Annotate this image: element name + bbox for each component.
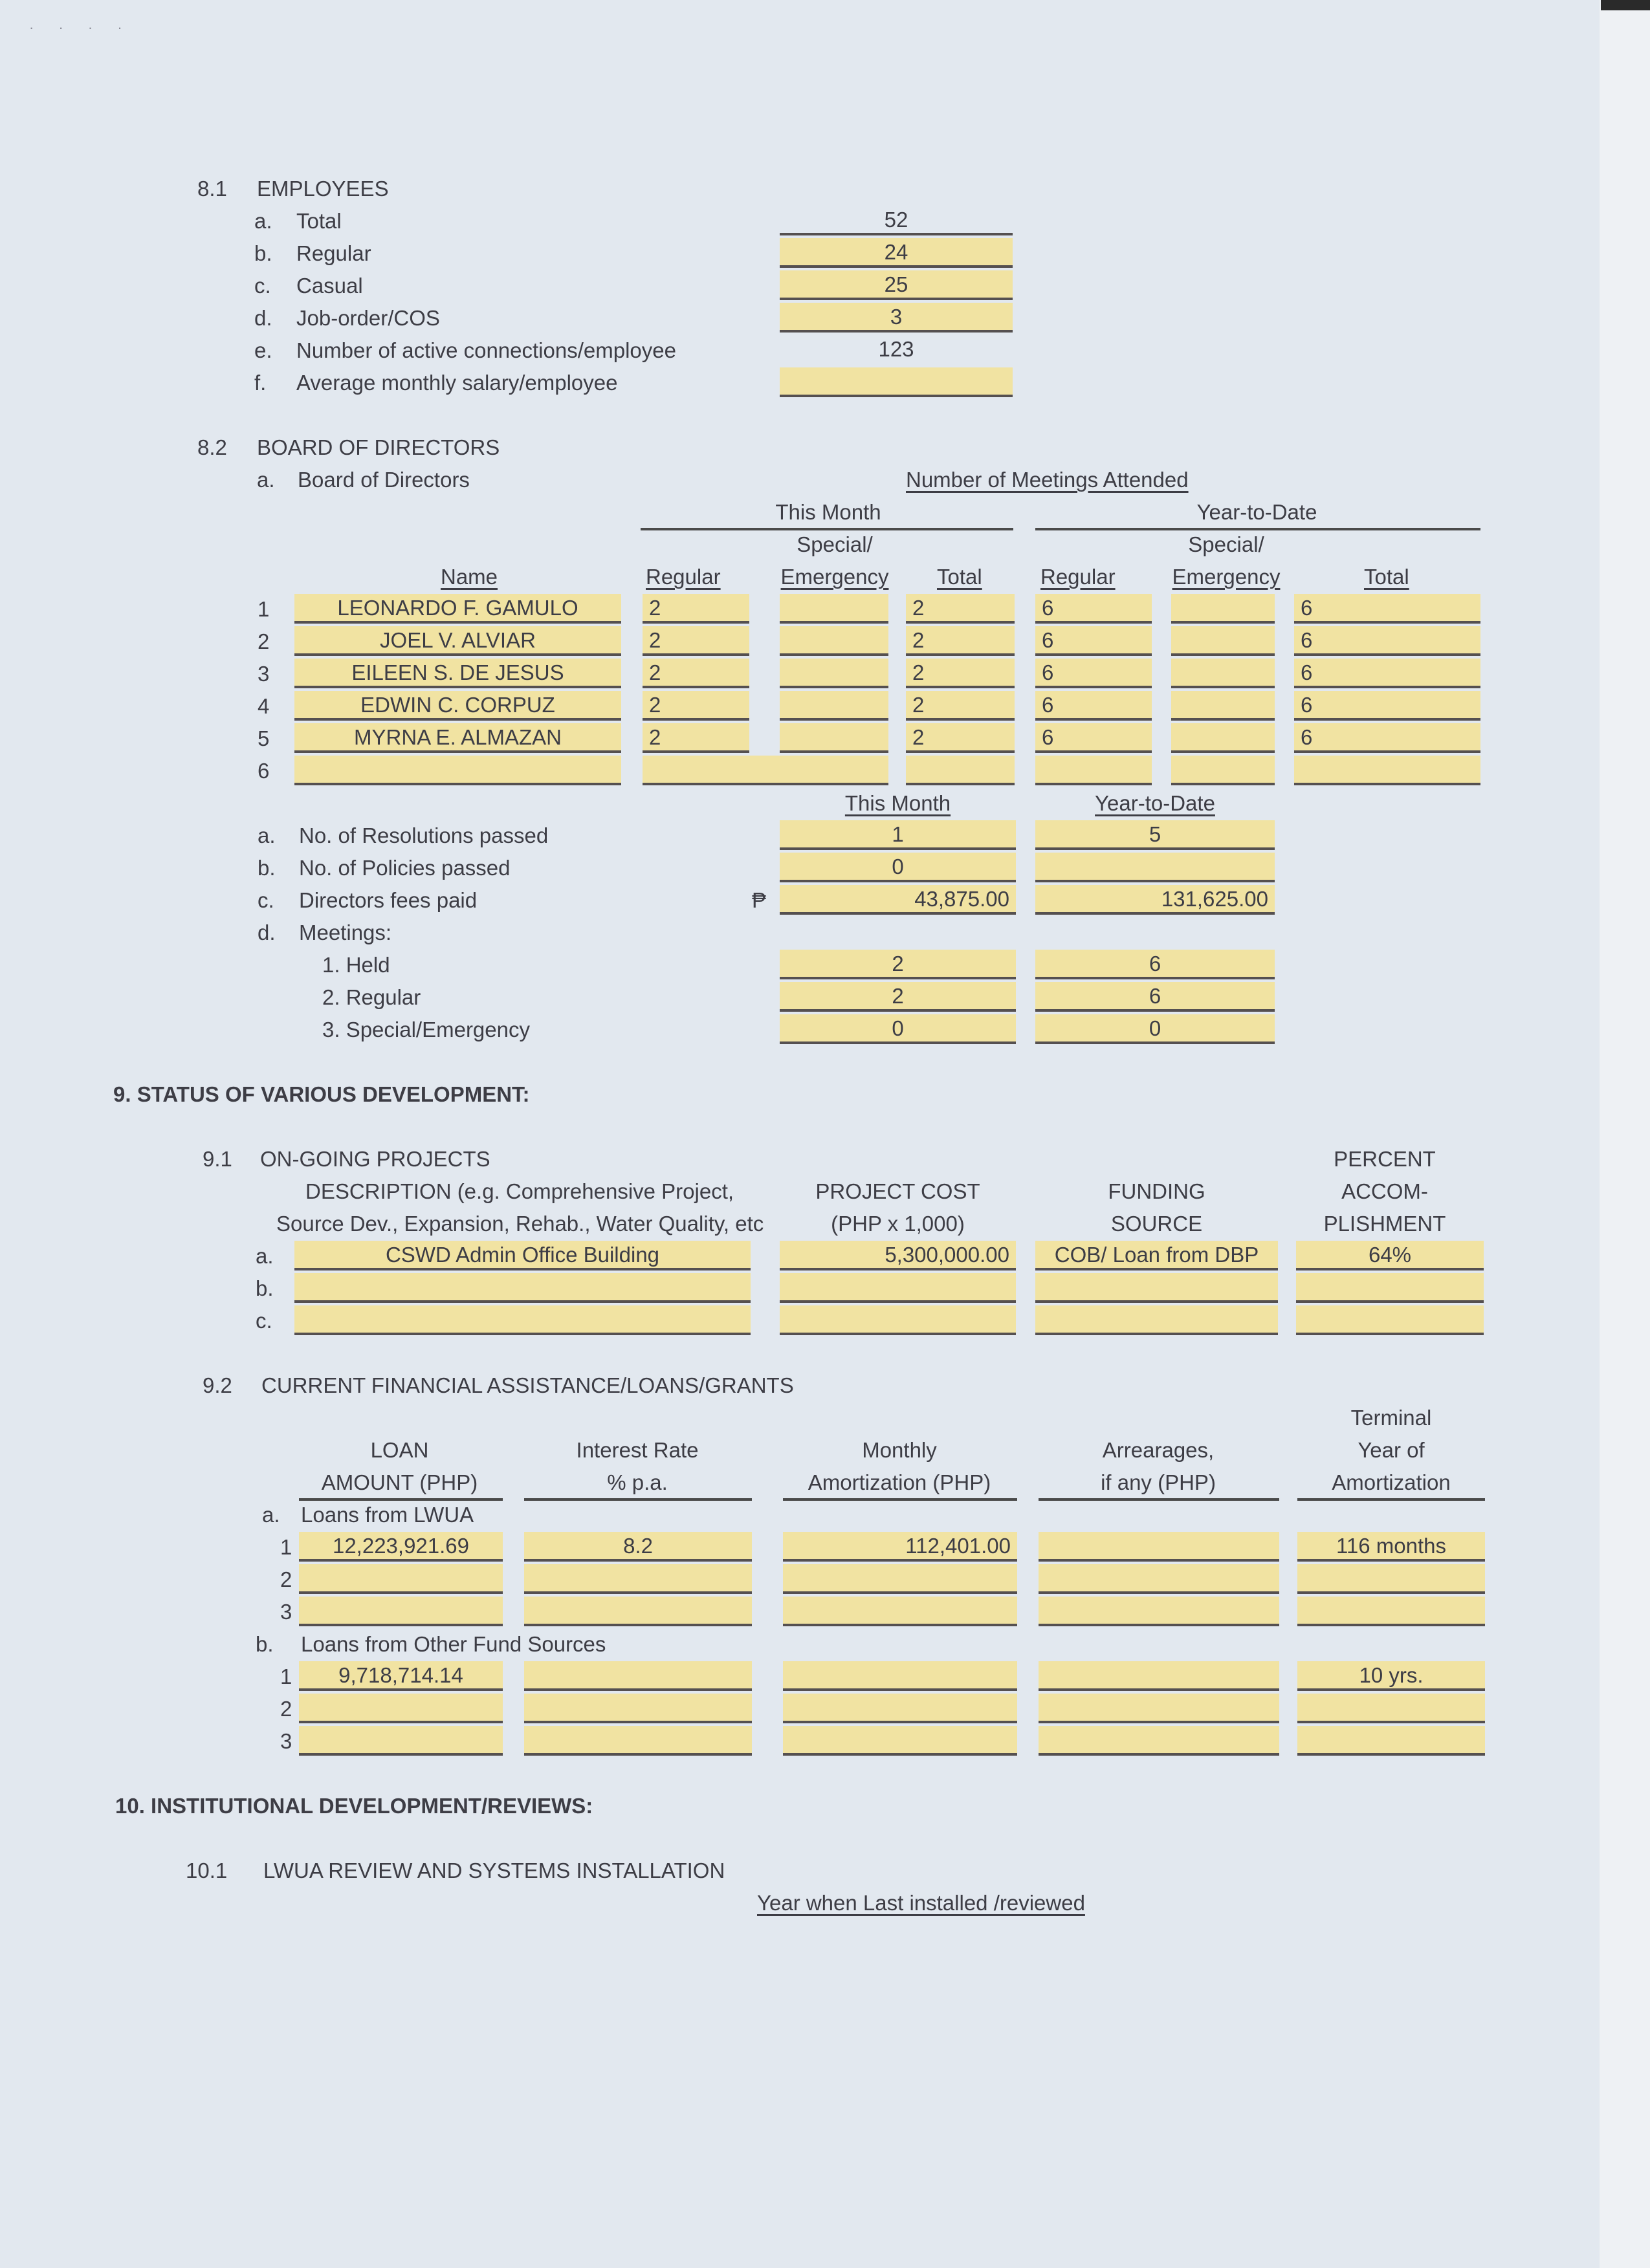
- page-edge: [1600, 0, 1650, 2268]
- terminal-year-field[interactable]: [1297, 1597, 1485, 1626]
- terminal-header: Amortization: [1332, 1470, 1451, 1494]
- month-regular-field[interactable]: 2: [643, 594, 749, 624]
- month-regular-field[interactable]: 2: [643, 659, 749, 688]
- terminal-header: Year of: [1358, 1438, 1425, 1462]
- connections-per-employee-field[interactable]: 123: [878, 337, 914, 361]
- connections-per-employee-label: Number of active connections/employee: [296, 338, 676, 362]
- description-header: Source Dev., Expansion, Rehab., Water Quality, etc: [276, 1212, 764, 1236]
- arrearages-field[interactable]: [1039, 1564, 1279, 1594]
- row-number: 2: [280, 1697, 292, 1721]
- section-title: BOARD OF DIRECTORS: [257, 435, 500, 459]
- divider: [641, 528, 1013, 530]
- section-number: 8.1: [197, 177, 227, 201]
- project-cost-header: (PHP x 1,000): [831, 1212, 965, 1236]
- employee-total-label: Total: [296, 209, 342, 233]
- percent-accomplishment-field[interactable]: [1296, 1305, 1484, 1335]
- lwua-loans-label: Loans from LWUA: [301, 1503, 474, 1527]
- interest-rate-field[interactable]: [524, 1726, 752, 1756]
- director-name-field[interactable]: EDWIN C. CORPUZ: [294, 691, 621, 721]
- divider: [299, 1498, 503, 1501]
- director-name-field[interactable]: [294, 756, 621, 785]
- policies-label: No. of Policies passed: [299, 856, 511, 880]
- directors-fees-month-field[interactable]: 43,875.00: [780, 885, 1016, 915]
- interest-rate-field[interactable]: [524, 1694, 752, 1723]
- arrearages-header: if any (PHP): [1101, 1470, 1216, 1494]
- meetings-regular-month-field[interactable]: 2: [780, 982, 1016, 1012]
- resolutions-month-field[interactable]: 1: [780, 820, 1016, 850]
- special-header: Special/: [1188, 532, 1264, 556]
- section-heading: 10. INSTITUTIONAL DEVELOPMENT/REVIEWS:: [115, 1794, 593, 1818]
- funding-source-field[interactable]: [1035, 1305, 1278, 1335]
- description-header: DESCRIPTION (e.g. Comprehensive Project,: [305, 1179, 734, 1203]
- month-regular-field[interactable]: 2: [643, 691, 749, 721]
- directors-fees-ytd-field[interactable]: 131,625.00: [1035, 885, 1275, 915]
- row-letter: c.: [254, 274, 271, 298]
- funding-source-field[interactable]: [1035, 1273, 1278, 1303]
- project-cost-header: PROJECT COST: [815, 1179, 980, 1203]
- ytd-total-field[interactable]: 6: [1294, 626, 1480, 656]
- meetings-regular-ytd-field[interactable]: 6: [1035, 982, 1275, 1012]
- section-number: 10.1: [186, 1859, 228, 1882]
- month-special-field[interactable]: [780, 594, 888, 624]
- divider: [1035, 528, 1480, 530]
- ytd-regular-field[interactable]: [1035, 756, 1152, 785]
- employee-total-field[interactable]: 52: [780, 206, 1013, 235]
- month-special-field[interactable]: [780, 756, 888, 785]
- ytd-regular-field[interactable]: 6: [1035, 626, 1152, 656]
- section-title: EMPLOYEES: [257, 177, 389, 201]
- month-total-field[interactable]: 2: [906, 691, 1015, 721]
- terminal-year-field[interactable]: [1297, 1694, 1485, 1723]
- ytd-special-field[interactable]: [1171, 659, 1275, 688]
- ytd-regular-field[interactable]: 6: [1035, 594, 1152, 624]
- monthly-amortization-field[interactable]: [783, 1597, 1017, 1626]
- month-regular-field[interactable]: 2: [643, 626, 749, 656]
- month-total-field[interactable]: 2: [906, 659, 1015, 688]
- divider: [783, 1498, 1017, 1501]
- loan-amount-header: AMOUNT (PHP): [321, 1470, 478, 1494]
- special-header: Special/: [797, 532, 873, 556]
- ytd-total-field[interactable]: 6: [1294, 691, 1480, 721]
- director-name-field[interactable]: MYRNA E. ALMAZAN: [294, 723, 621, 753]
- row-letter: a.: [254, 209, 272, 233]
- meetings-attended-header: Number of Meetings Attended: [906, 468, 1189, 492]
- arrearages-field[interactable]: [1039, 1661, 1279, 1691]
- emergency-header: Emergency: [780, 565, 889, 589]
- terminal-header: Terminal: [1350, 1406, 1432, 1430]
- name-header: Name: [440, 565, 498, 589]
- row-letter: a.: [258, 823, 276, 847]
- loan-amount-field[interactable]: [299, 1726, 503, 1756]
- interest-rate-field[interactable]: [524, 1661, 752, 1691]
- month-special-field[interactable]: [780, 659, 888, 688]
- ytd-header: Year-to-Date: [1196, 500, 1317, 524]
- month-regular-field[interactable]: [643, 756, 788, 785]
- row-number: 5: [258, 726, 270, 750]
- meetings-held-ytd-field[interactable]: 6: [1035, 950, 1275, 979]
- funding-header: SOURCE: [1110, 1212, 1203, 1236]
- regular-header: Regular: [646, 565, 721, 589]
- month-total-field[interactable]: [906, 756, 1015, 785]
- month-total-field[interactable]: 2: [906, 626, 1015, 656]
- row-letter: a.: [262, 1503, 280, 1527]
- arrearages-header: Arrearages,: [1102, 1438, 1215, 1462]
- row-letter: a.: [257, 468, 275, 492]
- section-number: 9.1: [203, 1147, 232, 1171]
- interest-rate-field[interactable]: [524, 1597, 752, 1626]
- row-letter: b.: [256, 1276, 274, 1300]
- project-cost-field[interactable]: [780, 1273, 1016, 1303]
- interest-rate-field[interactable]: 8.2: [524, 1532, 752, 1562]
- loan-amount-field[interactable]: [299, 1597, 503, 1626]
- loan-amount-field[interactable]: [299, 1694, 503, 1723]
- scan-specks: · · · ·: [29, 19, 133, 36]
- amortization-header: Amortization (PHP): [808, 1470, 991, 1494]
- meetings-held-label: 1. Held: [322, 953, 390, 977]
- project-cost-field[interactable]: [780, 1305, 1016, 1335]
- month-special-field[interactable]: [780, 691, 888, 721]
- row-letter: f.: [254, 371, 267, 395]
- monthly-amortization-field[interactable]: [783, 1661, 1017, 1691]
- directors-fees-label: Directors fees paid: [299, 888, 478, 912]
- terminal-year-field[interactable]: [1297, 1726, 1485, 1756]
- month-total-field[interactable]: 2: [906, 594, 1015, 624]
- employee-regular-field[interactable]: 24: [780, 238, 1013, 268]
- total-header: Total: [937, 565, 982, 589]
- meetings-special-month-field[interactable]: 0: [780, 1014, 1016, 1044]
- month-regular-field[interactable]: 2: [643, 723, 749, 753]
- resolutions-ytd-field[interactable]: 5: [1035, 820, 1275, 850]
- total-header: Total: [1364, 565, 1409, 589]
- ytd-total-field[interactable]: 6: [1294, 723, 1480, 753]
- row-letter: d.: [254, 306, 272, 330]
- ytd-special-field[interactable]: [1171, 626, 1275, 656]
- ytd-special-field[interactable]: [1171, 594, 1275, 624]
- month-total-field[interactable]: 2: [906, 723, 1015, 753]
- director-name-field[interactable]: EILEEN S. DE JESUS: [294, 659, 621, 688]
- percent-header: ACCOM-: [1341, 1179, 1428, 1203]
- meetings-label: Meetings:: [299, 921, 392, 944]
- monthly-amortization-field[interactable]: [783, 1694, 1017, 1723]
- percent-header: PLISHMENT: [1323, 1212, 1446, 1236]
- percent-accomplishment-field[interactable]: [1296, 1273, 1484, 1303]
- divider: [524, 1498, 752, 1501]
- ytd-special-field[interactable]: [1171, 691, 1275, 721]
- project-description-field[interactable]: [294, 1305, 751, 1335]
- interest-rate-header: Interest Rate: [576, 1438, 699, 1462]
- meetings-special-label: 3. Special/Emergency: [322, 1018, 530, 1041]
- row-letter: c.: [258, 888, 274, 912]
- percent-accomplishment-field[interactable]: 64%: [1296, 1241, 1484, 1270]
- employee-regular-label: Regular: [296, 241, 371, 265]
- policies-ytd-field[interactable]: [1035, 853, 1275, 882]
- row-letter: c.: [256, 1309, 272, 1333]
- summary-ytd-header: Year-to-Date: [1095, 791, 1215, 815]
- row-letter: e.: [254, 338, 272, 362]
- interest-rate-header: % p.a.: [607, 1470, 668, 1494]
- row-letter: b.: [254, 241, 272, 265]
- loan-amount-header: LOAN: [370, 1438, 429, 1462]
- regular-header: Regular: [1040, 565, 1116, 589]
- divider: [1297, 1498, 1485, 1501]
- board-subtitle: Board of Directors: [298, 468, 470, 492]
- ytd-total-field[interactable]: [1294, 756, 1480, 785]
- ytd-special-field[interactable]: [1171, 756, 1275, 785]
- other-loans-label: Loans from Other Fund Sources: [301, 1632, 606, 1656]
- monthly-amortization-field[interactable]: [783, 1726, 1017, 1756]
- project-description-field[interactable]: [294, 1273, 751, 1303]
- loan-amount-field[interactable]: [299, 1564, 503, 1594]
- row-number: 1: [258, 597, 270, 621]
- terminal-year-field[interactable]: 116 months: [1297, 1532, 1485, 1562]
- employee-joborder-field[interactable]: 3: [780, 303, 1013, 333]
- resolutions-label: No. of Resolutions passed: [299, 823, 549, 847]
- arrearages-field[interactable]: [1039, 1694, 1279, 1723]
- funding-header: FUNDING: [1108, 1179, 1205, 1203]
- monthly-amortization-field[interactable]: 112,401.00: [783, 1532, 1017, 1562]
- meetings-regular-label: 2. Regular: [322, 985, 421, 1009]
- arrearages-field[interactable]: [1039, 1726, 1279, 1756]
- section-number: 8.2: [197, 435, 227, 459]
- project-description-field[interactable]: CSWD Admin Office Building: [294, 1241, 751, 1270]
- arrearages-field[interactable]: [1039, 1532, 1279, 1562]
- section-number: 9.2: [203, 1373, 232, 1397]
- row-number: 1: [280, 1664, 292, 1688]
- interest-rate-field[interactable]: [524, 1564, 752, 1594]
- row-number: 3: [258, 662, 270, 686]
- funding-source-field[interactable]: COB/ Loan from DBP: [1035, 1241, 1278, 1270]
- section-title: LWUA REVIEW AND SYSTEMS INSTALLATION: [263, 1859, 725, 1882]
- director-name-field[interactable]: JOEL V. ALVIAR: [294, 626, 621, 656]
- ytd-special-field[interactable]: [1171, 723, 1275, 753]
- monthly-amortization-field[interactable]: [783, 1564, 1017, 1594]
- row-number: 3: [280, 1729, 292, 1753]
- arrearages-field[interactable]: [1039, 1597, 1279, 1626]
- meetings-held-month-field[interactable]: 2: [780, 950, 1016, 979]
- peso-sign: ₱: [752, 888, 767, 912]
- row-number: 3: [280, 1600, 292, 1624]
- ytd-total-field[interactable]: 6: [1294, 594, 1480, 624]
- ytd-regular-field[interactable]: 6: [1035, 659, 1152, 688]
- row-letter: a.: [256, 1244, 274, 1268]
- meetings-special-ytd-field[interactable]: 0: [1035, 1014, 1275, 1044]
- month-special-field[interactable]: [780, 723, 888, 753]
- row-number: 1: [280, 1535, 292, 1559]
- row-letter: b.: [256, 1632, 274, 1656]
- emergency-header: Emergency: [1172, 565, 1281, 589]
- section-title: ON-GOING PROJECTS: [260, 1147, 490, 1171]
- project-cost-field[interactable]: 5,300,000.00: [780, 1241, 1016, 1270]
- ytd-regular-field[interactable]: 6: [1035, 691, 1152, 721]
- employee-casual-label: Casual: [296, 274, 363, 298]
- this-month-header: This Month: [775, 500, 881, 524]
- amortization-header: Monthly: [862, 1438, 937, 1462]
- row-number: 2: [280, 1567, 292, 1591]
- summary-this-month-header: This Month: [844, 791, 951, 815]
- section-title: CURRENT FINANCIAL ASSISTANCE/LOANS/GRANTS: [261, 1373, 794, 1397]
- section-heading: 9. STATUS OF VARIOUS DEVELOPMENT:: [113, 1082, 530, 1106]
- avg-salary-label: Average monthly salary/employee: [296, 371, 618, 395]
- row-letter: b.: [258, 856, 276, 880]
- terminal-year-field[interactable]: 10 yrs.: [1297, 1661, 1485, 1691]
- loan-amount-field[interactable]: 12,223,921.69: [299, 1532, 503, 1562]
- row-letter: d.: [258, 921, 276, 944]
- scanner-edge: [1601, 0, 1650, 10]
- employee-joborder-label: Job-order/COS: [296, 306, 440, 330]
- employee-casual-field[interactable]: 25: [780, 270, 1013, 300]
- avg-salary-field[interactable]: [780, 367, 1013, 397]
- row-number: 2: [258, 629, 270, 653]
- ytd-total-field[interactable]: 6: [1294, 659, 1480, 688]
- loan-amount-field[interactable]: 9,718,714.14: [299, 1661, 503, 1691]
- policies-month-field[interactable]: 0: [780, 853, 1016, 882]
- ytd-regular-field[interactable]: 6: [1035, 723, 1152, 753]
- terminal-year-field[interactable]: [1297, 1564, 1485, 1594]
- percent-header: PERCENT: [1334, 1147, 1436, 1171]
- director-name-field[interactable]: LEONARDO F. GAMULO: [294, 594, 621, 624]
- divider: [1039, 1498, 1279, 1501]
- month-special-field[interactable]: [780, 626, 888, 656]
- row-number: 6: [258, 759, 270, 783]
- row-number: 4: [258, 694, 270, 718]
- year-installed-header: Year when Last installed /reviewed: [757, 1891, 1085, 1915]
